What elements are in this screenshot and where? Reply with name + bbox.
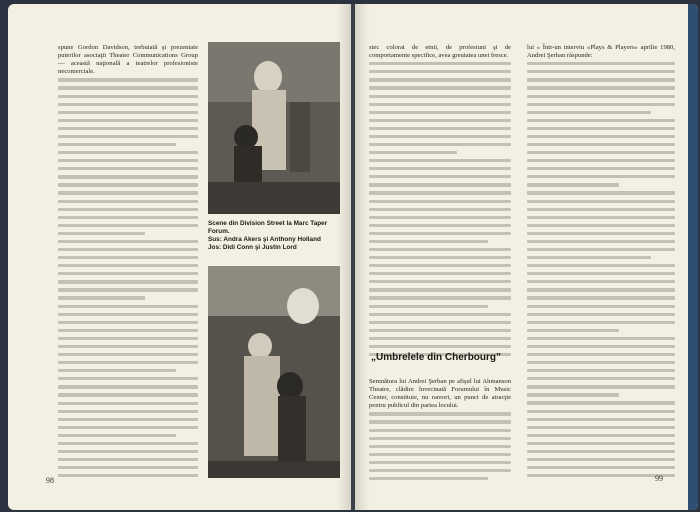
text-line: [527, 232, 675, 235]
text-line: [58, 95, 198, 98]
text-line: [527, 369, 675, 372]
text-line: [527, 111, 651, 114]
text-line: [58, 78, 198, 81]
text-line: [58, 175, 198, 178]
photo-caption: [208, 220, 343, 252]
text-line: [527, 450, 675, 453]
text-line: [58, 191, 198, 194]
right-col2-lines: [527, 62, 675, 477]
text-line: [369, 337, 511, 340]
text-line: [58, 119, 198, 122]
text-line: [369, 135, 511, 138]
text-line: [527, 200, 675, 203]
text-line: [58, 224, 198, 227]
text-line: [369, 119, 511, 122]
text-line: [369, 453, 511, 456]
book-cover-edge: [688, 4, 698, 510]
text-line: [527, 159, 675, 162]
text-line: [527, 393, 619, 396]
text-line: [527, 175, 675, 178]
text-line: [527, 305, 675, 308]
text-line: [58, 345, 198, 348]
text-line: [369, 232, 511, 235]
right-col1-text: stec colorat de etnii, de profesiuni şi de comportamente specifice, avea greutatea unei fresce.: [369, 44, 511, 60]
left-column-lines: [58, 78, 198, 477]
text-line: [369, 461, 511, 464]
text-line: [58, 256, 198, 259]
left-page-number: 98: [46, 476, 54, 485]
text-line: [369, 86, 511, 89]
text-line: [58, 450, 198, 453]
text-line: [527, 272, 675, 275]
text-line: [369, 445, 511, 448]
text-line: [58, 208, 198, 211]
text-line: [369, 78, 511, 81]
text-line: [527, 474, 675, 477]
text-line: [58, 240, 198, 243]
text-line: [527, 208, 675, 211]
text-line: [369, 329, 511, 332]
right-text-column-1-lower: [369, 378, 511, 485]
text-line: [527, 95, 675, 98]
right-col1-lower-text: Semnătura lui Andrei Şerban pe afişul lui Ahmanson Theatre, clădire învecinată Forumului în Music Center, constituie, nu rareori, un punct de atracţie pentru publicul din partea locului.: [369, 378, 511, 410]
text-line: [527, 434, 675, 437]
text-line: [58, 402, 198, 405]
book-spread: [8, 4, 698, 510]
photo-top: [208, 42, 340, 214]
right-page: [355, 4, 698, 510]
text-line: [527, 224, 675, 227]
text-line: [369, 420, 511, 423]
text-line: [369, 111, 511, 114]
text-line: [58, 442, 198, 445]
text-line: [527, 345, 675, 348]
text-line: [527, 216, 675, 219]
text-line: [527, 151, 675, 154]
text-line: [58, 385, 198, 388]
text-line: [369, 272, 511, 275]
text-line: [527, 377, 675, 380]
text-line: [369, 200, 511, 203]
caption-cast-bottom: Jos: Didi Conn şi Justin Lord: [208, 244, 297, 251]
right-col2-text: lui « Într-un interviu «Plays & Players» aprilie 1980, Andrei Şerban răspunde:: [527, 44, 675, 60]
text-line: [58, 151, 198, 154]
text-line: [527, 418, 675, 421]
text-line: [369, 70, 511, 73]
text-line: [58, 410, 198, 413]
text-line: [369, 437, 511, 440]
text-line: [369, 240, 488, 243]
text-line: [369, 151, 457, 154]
text-line: [527, 183, 619, 186]
text-line: [58, 272, 198, 275]
text-line: [369, 280, 511, 283]
text-line: [527, 337, 675, 340]
text-line: [369, 469, 511, 472]
text-line: [369, 305, 488, 308]
text-line: [58, 280, 198, 283]
text-line: [58, 127, 198, 130]
text-line: [58, 167, 198, 170]
text-line: [527, 401, 675, 404]
text-line: [58, 305, 198, 308]
photo-bottom-image: [208, 266, 340, 478]
text-line: [527, 361, 675, 364]
left-column-text: spune Gordon Davidson, trebuiată şi prezentate puterilor asociaţii Theater Communications Group — această naţională a teatrelor profesioniste necomerciale.: [58, 44, 198, 76]
text-line: [58, 466, 198, 469]
text-line: [527, 86, 675, 89]
text-line: [527, 410, 675, 413]
caption-title: Scene din Division Street la Marc Taper Forum.: [208, 220, 328, 235]
text-line: [527, 248, 675, 251]
text-line: [369, 288, 511, 291]
section-heading: „Umbrelele din Cherbourg”: [371, 352, 502, 363]
text-line: [58, 135, 198, 138]
right-text-column-1: [369, 44, 511, 361]
text-line: [58, 143, 176, 146]
text-line: [369, 183, 511, 186]
text-line: [58, 329, 198, 332]
text-line: [527, 256, 651, 259]
text-line: [527, 296, 675, 299]
text-line: [527, 313, 675, 316]
photo-bottom: [208, 266, 340, 478]
right-page-number: 99: [655, 474, 663, 483]
text-line: [369, 103, 511, 106]
left-page: [8, 4, 351, 510]
text-line: [58, 264, 198, 267]
text-line: [58, 337, 198, 340]
text-line: [58, 377, 198, 380]
text-line: [527, 143, 675, 146]
text-line: [369, 62, 511, 65]
text-line: [369, 167, 511, 170]
text-line: [527, 466, 675, 469]
text-line: [527, 280, 675, 283]
text-line: [527, 167, 675, 170]
text-line: [369, 248, 511, 251]
text-line: [527, 321, 675, 324]
right-col1-lines: [369, 62, 511, 356]
text-line: [58, 313, 198, 316]
text-line: [58, 200, 198, 203]
text-line: [58, 103, 198, 106]
text-line: [369, 127, 511, 130]
text-line: [527, 458, 675, 461]
text-line: [369, 264, 511, 267]
text-line: [527, 385, 675, 388]
right-text-column-2: [527, 44, 675, 482]
text-line: [527, 103, 675, 106]
text-line: [369, 216, 511, 219]
text-line: [369, 143, 511, 146]
text-line: [527, 426, 675, 429]
text-line: [58, 361, 198, 364]
text-line: [527, 191, 675, 194]
text-line: [369, 345, 511, 348]
text-line: [369, 159, 511, 162]
text-line: [58, 288, 198, 291]
text-line: [369, 256, 511, 259]
text-line: [527, 127, 675, 130]
text-line: [58, 216, 198, 219]
text-line: [58, 296, 145, 299]
text-line: [58, 426, 198, 429]
text-line: [369, 412, 511, 415]
photo-top-image: [208, 42, 340, 214]
text-line: [527, 62, 675, 65]
text-line: [527, 329, 619, 332]
text-line: [369, 95, 511, 98]
text-line: [369, 191, 511, 194]
text-line: [58, 458, 198, 461]
text-line: [58, 159, 198, 162]
text-line: [527, 119, 675, 122]
text-line: [369, 296, 511, 299]
text-line: [527, 78, 675, 81]
text-line: [369, 208, 511, 211]
text-line: [58, 474, 198, 477]
text-line: [369, 321, 511, 324]
text-line: [58, 353, 198, 356]
text-line: [369, 224, 511, 227]
text-line: [369, 175, 511, 178]
text-line: [527, 70, 675, 73]
text-line: [58, 232, 145, 235]
text-line: [369, 313, 511, 316]
text-line: [58, 393, 198, 396]
text-line: [58, 369, 176, 372]
text-line: [527, 240, 675, 243]
text-line: [58, 86, 198, 89]
text-line: [527, 288, 675, 291]
left-text-column: [58, 44, 198, 482]
text-line: [527, 442, 675, 445]
text-line: [58, 183, 198, 186]
text-line: [58, 248, 198, 251]
text-line: [58, 111, 198, 114]
text-line: [58, 418, 198, 421]
text-line: [58, 321, 198, 324]
caption-cast-top: Sus: Andra Akers şi Anthony Holland: [208, 236, 321, 243]
text-line: [369, 429, 511, 432]
right-col1-lower-lines: [369, 412, 511, 480]
text-line: [369, 477, 488, 480]
text-line: [527, 353, 675, 356]
text-line: [527, 264, 675, 267]
text-line: [527, 135, 675, 138]
text-line: [58, 434, 176, 437]
